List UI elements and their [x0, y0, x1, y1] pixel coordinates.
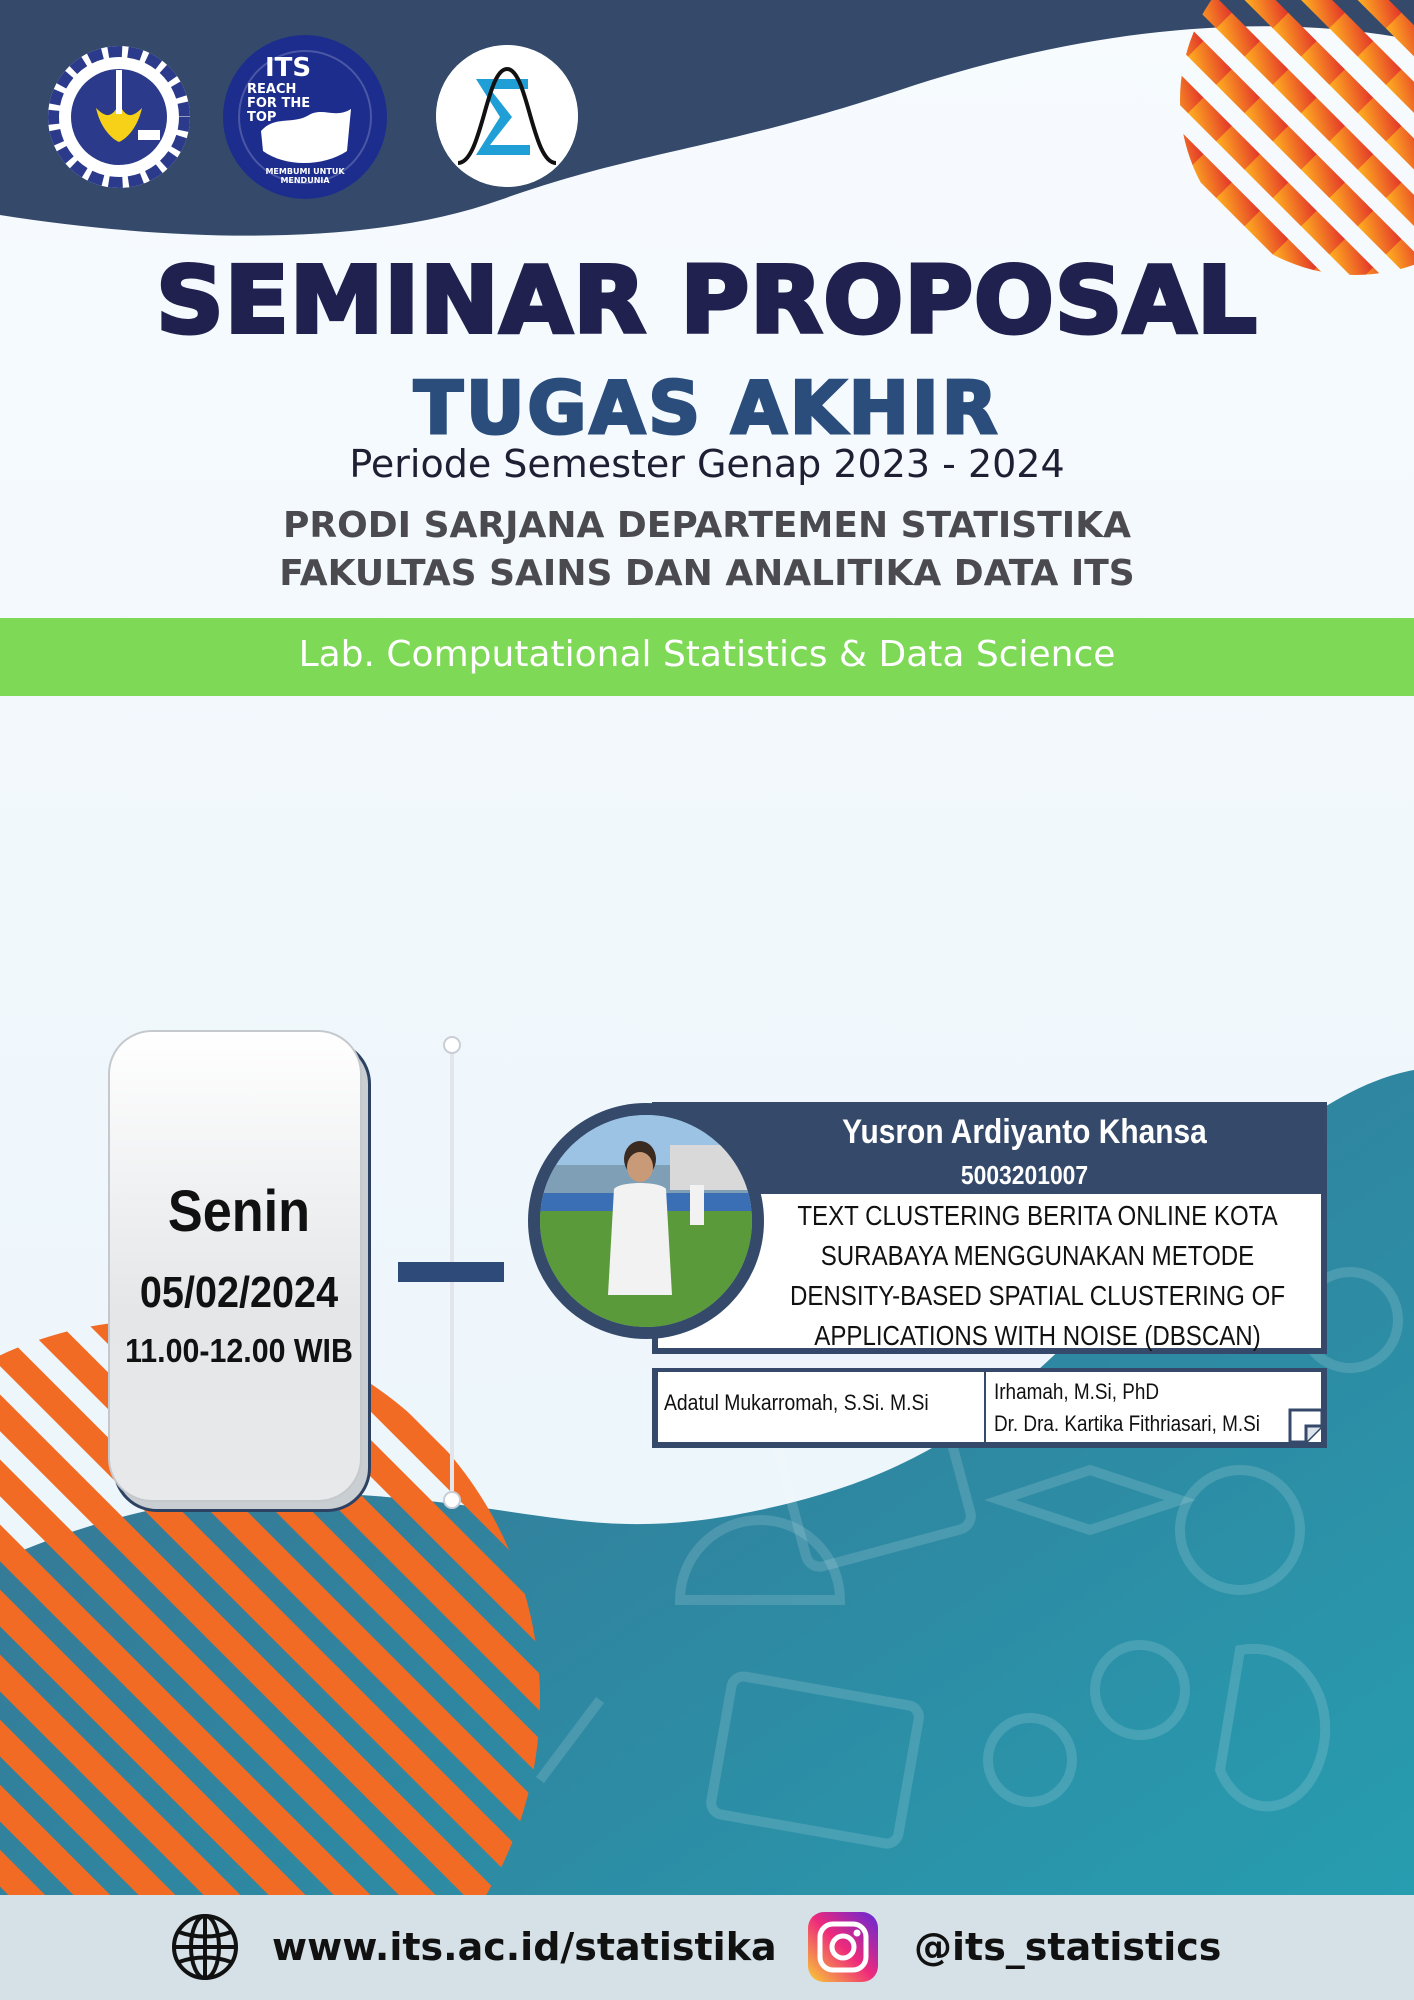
thesis-title-line: DENSITY-BASED SPATIAL CLUSTERING OF: [789, 1280, 1286, 1311]
its-logo-text: ITS: [265, 53, 312, 83]
instagram-icon: [806, 1910, 880, 1984]
page-fold-icon: [1288, 1408, 1324, 1444]
department-line-1: PRODI SARJANA DEPARTEMEN STATISTIKA: [283, 505, 1131, 546]
examiner-name: Dr. Dra. Kartika Fithriasari, M.Si: [994, 1411, 1260, 1436]
timeline-dot-bottom: [443, 1491, 461, 1509]
schedule-time: 11.00-12.00 WIB: [125, 1332, 353, 1369]
examiners-list: [994, 1376, 1260, 1440]
thesis-title-line: TEXT CLUSTERING BERITA ONLINE KOTA: [797, 1200, 1278, 1231]
presenter-id: 5003201007: [960, 1160, 1089, 1190]
instagram-handle[interactable]: @its_statistics: [914, 1925, 1222, 1969]
advisors-divider: [984, 1372, 986, 1444]
page-subtitle: TUGAS AKHIR: [413, 366, 1001, 450]
its-logo-tagline: REACH FOR THE TOP: [247, 82, 311, 125]
period-text: Periode Semester Genap 2023 - 2024: [349, 442, 1065, 486]
timeline-connector: [398, 1262, 504, 1282]
thesis-title: [782, 1196, 1294, 1356]
its-reach-for-the-top-logo: [223, 35, 387, 199]
its-logo-ring-text: MEMBUMI UNTUK MENDUNIA: [265, 167, 345, 185]
globe-icon: [170, 1912, 240, 1982]
thesis-title-line: SURABAYA MENGGUNAKAN METODE: [820, 1240, 1255, 1271]
department-line-2: FAKULTAS SAINS DAN ANALITIKA DATA ITS: [279, 553, 1135, 594]
lab-name: Lab. Computational Statistics & Data Science: [298, 634, 1116, 675]
website-link[interactable]: www.its.ac.id/statistika: [272, 1925, 777, 1969]
presenter-name: Yusron Ardiyanto Khansa: [842, 1113, 1207, 1151]
its-emblem-logo: [48, 46, 190, 188]
supervisor-name: Adatul Mukarromah, S.Si. M.Si: [664, 1390, 929, 1415]
schedule-date: 05/02/2024: [139, 1268, 339, 1317]
schedule-day: Senin: [167, 1179, 311, 1244]
schedule-card: [108, 1030, 362, 1502]
thesis-title-line: APPLICATIONS WITH NOISE (DBSCAN): [814, 1320, 1261, 1351]
statistics-department-logo: [436, 45, 578, 187]
page-title: SEMINAR PROPOSAL: [156, 247, 1258, 354]
presenter-photo: [540, 1115, 752, 1327]
examiner-name: Irhamah, M.Si, PhD: [994, 1379, 1160, 1404]
timeline-dot-top: [443, 1036, 461, 1054]
